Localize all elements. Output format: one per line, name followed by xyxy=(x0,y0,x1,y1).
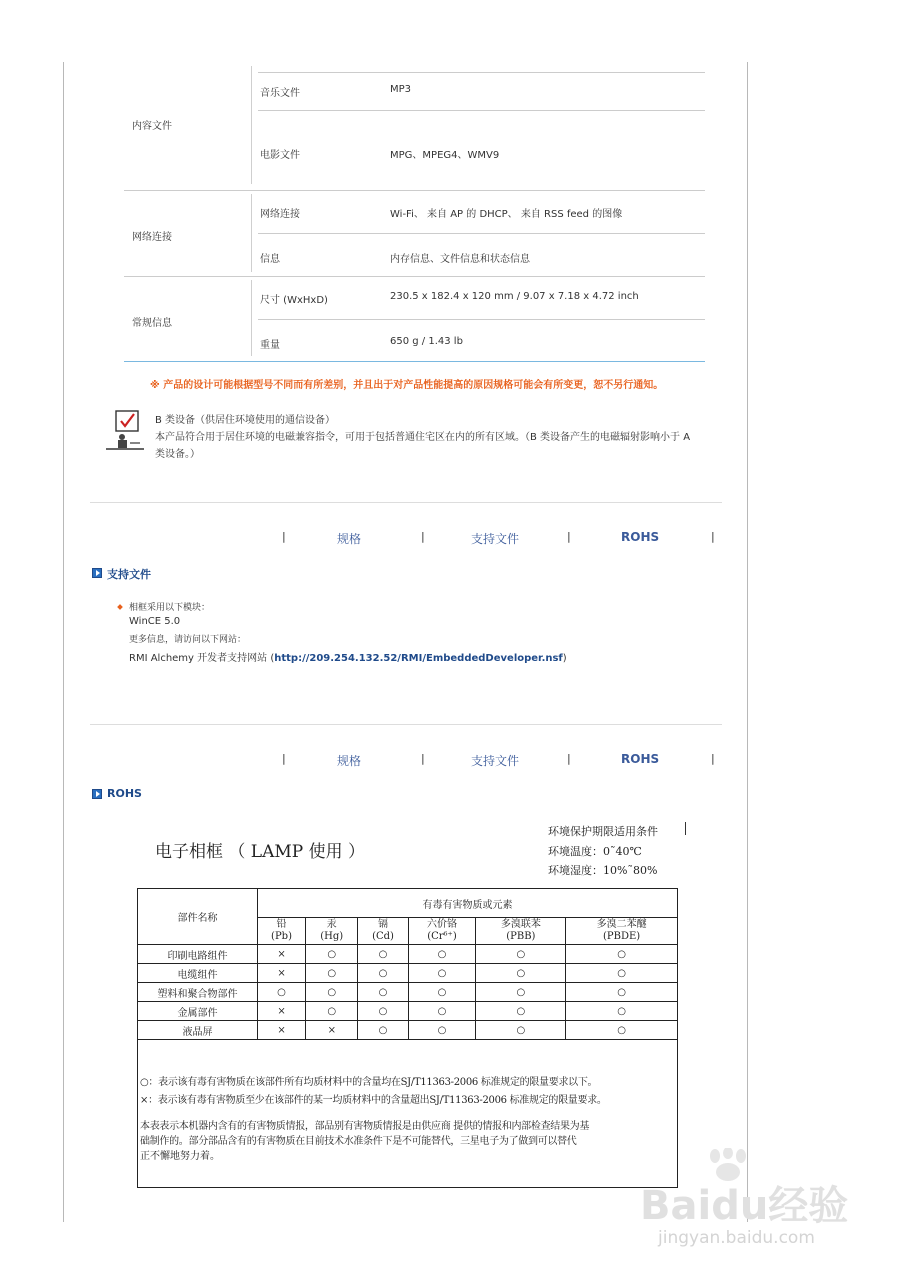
rohs-substance-symbol: (Pb) xyxy=(271,931,292,942)
rohs-value-cell: × xyxy=(258,945,306,964)
rohs-substance-name: 铅 xyxy=(276,919,287,930)
spec-change-notice: ※ 产品的设计可能根据型号不同而有所差别，并且出于对产品性能提高的原因规格可能会有所变更，恕不另行通知。 xyxy=(150,380,664,391)
rohs-table xyxy=(137,888,678,1040)
nav-link-spec[interactable]: 规格 xyxy=(337,754,362,768)
rohs-value-cell: ○ xyxy=(258,983,306,1002)
spec-value: MPG、MPEG4、WMV9 xyxy=(390,150,500,161)
nav-link-rohs[interactable]: ROHS xyxy=(621,530,660,544)
rohs-table-row xyxy=(138,983,678,1002)
rohs-part-name: 塑料和聚合物部件 xyxy=(138,983,258,1002)
rohs-table-row xyxy=(138,1002,678,1021)
rohs-part-name: 印刷电路组件 xyxy=(138,945,258,964)
rohs-substance-name: 汞 xyxy=(326,919,337,930)
class-b-title: B 类设备（供居住环境使用的通信设备） xyxy=(155,415,336,426)
rohs-table-row xyxy=(138,964,678,983)
spec-label: 尺寸 (WxHxD) xyxy=(260,295,328,306)
rohs-value-cell: ○ xyxy=(306,945,358,964)
rohs-value-cell: ○ xyxy=(566,964,678,983)
rohs-part-header: 部件名称 xyxy=(138,889,258,945)
spec-row-line xyxy=(258,72,705,73)
rohs-table-row xyxy=(138,1021,678,1040)
section-divider xyxy=(90,724,722,725)
nav-link-support[interactable]: 支持文件 xyxy=(471,754,520,768)
rohs-substance-symbol: (Hg) xyxy=(320,931,344,942)
spec-value: 230.5 x 182.4 x 120 mm / 9.07 x 7.18 x 4.72 inch xyxy=(390,291,639,302)
rohs-note: 本表表示本机器内含有的有害物质情报，部品别有害物质情报是由供应商 提供的情报和内部检查结果为基 xyxy=(140,1121,590,1132)
nav-separator: | xyxy=(421,530,425,543)
rohs-value-cell: ○ xyxy=(476,983,566,1002)
rohs-substance-name: 六价铬 xyxy=(426,919,457,930)
spec-label: 电影文件 xyxy=(260,150,300,161)
spec-bottom-line xyxy=(124,361,705,362)
rohs-value-cell: ○ xyxy=(408,983,476,1002)
rohs-part-name: 液晶屏 xyxy=(138,1021,258,1040)
rohs-value-cell: × xyxy=(258,1002,306,1021)
nav-link-rohs[interactable]: ROHS xyxy=(621,752,660,766)
rohs-value-cell: ○ xyxy=(476,1021,566,1040)
rohs-note: ○：表示该有毒有害物质在该部件所有均质材料中的含量均在SJ/T11363-2006 标准规定的限量要求以下。 xyxy=(140,1077,598,1088)
nav-link-support[interactable]: 支持文件 xyxy=(471,532,520,546)
spec-group-label: 内容文件 xyxy=(132,121,172,132)
rohs-substance-cell xyxy=(476,918,566,945)
spec-value: Wi-Fi、 来自 AP 的 DHCP、 来自 RSS feed 的图像 xyxy=(390,209,623,220)
spec-divider xyxy=(251,66,252,184)
rohs-value-cell: ○ xyxy=(566,945,678,964)
rohs-value-cell: ○ xyxy=(306,983,358,1002)
section-divider xyxy=(90,502,722,503)
rohs-group-header: 有毒有害物质或元素 xyxy=(258,889,678,918)
spec-row-line xyxy=(258,233,705,234)
rohs-value-cell: ○ xyxy=(566,983,678,1002)
notice-person-icon xyxy=(104,410,146,452)
nav-separator: | xyxy=(567,752,571,765)
spec-label: 重量 xyxy=(260,340,280,351)
spec-label: 信息 xyxy=(260,254,280,265)
rohs-value-cell: ○ xyxy=(408,964,476,983)
class-b-notice xyxy=(104,408,704,463)
rohs-value-cell: ○ xyxy=(358,945,408,964)
bullet-icon xyxy=(117,604,123,610)
rohs-substance-cell xyxy=(306,918,358,945)
rohs-value-cell: ○ xyxy=(408,1002,476,1021)
nav-separator: | xyxy=(282,752,286,765)
rohs-section-title: ROHS xyxy=(107,787,142,800)
rohs-substance-symbol: (Cr⁶⁺) xyxy=(427,931,457,942)
nav-separator: | xyxy=(711,530,715,543)
rohs-substance-name: 镉 xyxy=(378,919,388,930)
watermark-url: jingyan.baidu.com xyxy=(658,1228,815,1248)
rohs-value-cell: ○ xyxy=(306,1002,358,1021)
rohs-substance-symbol: (PBDE) xyxy=(603,931,641,942)
spec-group-line xyxy=(124,276,705,277)
rohs-value-cell: ○ xyxy=(476,1002,566,1021)
spec-row-line xyxy=(258,110,705,111)
support-link-line xyxy=(129,649,567,664)
rohs-env-line: 环境保护期限适用条件 xyxy=(548,825,658,838)
spec-value: 650 g / 1.43 lb xyxy=(390,336,463,347)
rohs-substance-cell xyxy=(258,918,306,945)
nav-separator: | xyxy=(421,752,425,765)
spec-value: MP3 xyxy=(390,84,412,95)
rohs-note: ×：表示该有毒有害物质至少在该部件的某一均质材料中的含量超出SJ/T11363-2006 标准规定的限量要求。 xyxy=(140,1095,607,1106)
rohs-substance-cell xyxy=(566,918,678,945)
rohs-part-name: 金属部件 xyxy=(138,1002,258,1021)
section-arrow-icon xyxy=(92,789,102,799)
rohs-doc-title: 电子相框 （ LAMP 使用 ） xyxy=(155,842,366,862)
watermark-brand: Baidu经验 xyxy=(640,1183,849,1229)
support-link[interactable]: http://209.254.132.52/RMI/EmbeddedDeveloper.nsf xyxy=(274,653,563,664)
support-section-title: 支持文件 xyxy=(107,568,151,581)
support-link-suffix: ) xyxy=(562,653,567,664)
rohs-value-cell: ○ xyxy=(566,1021,678,1040)
baidu-watermark xyxy=(640,1148,865,1274)
support-link-prefix: RMI Alchemy 开发者支持网站 ( xyxy=(129,653,275,664)
rohs-value-cell: ○ xyxy=(408,945,476,964)
rohs-substance-symbol: (Cd) xyxy=(372,931,394,942)
spec-group-label: 网络连接 xyxy=(132,232,172,243)
support-line: 更多信息，请访问以下网站： xyxy=(129,635,247,645)
rohs-value-cell: ○ xyxy=(358,1002,408,1021)
support-line: 相框采用以下模块： xyxy=(129,603,211,613)
rohs-value-cell: ○ xyxy=(358,983,408,1002)
rohs-value-cell: ○ xyxy=(476,964,566,983)
rohs-value-cell: ○ xyxy=(358,964,408,983)
rohs-part-name: 电缆组件 xyxy=(138,964,258,983)
spec-group-label: 常规信息 xyxy=(132,318,172,329)
rohs-note: 础制作的。部分部品含有的有害物质在目前技术水准条件下是不可能替代，三星电子为了做到可以替代 xyxy=(140,1136,577,1147)
frame-right-line xyxy=(747,62,748,1222)
rohs-substance-name: 多溴二苯醚 xyxy=(596,919,647,930)
spec-value: 内存信息、文件信息和状态信息 xyxy=(390,254,530,265)
support-line: WinCE 5.0 xyxy=(129,616,181,627)
rohs-env-mark xyxy=(685,822,686,835)
rohs-value-cell: ○ xyxy=(358,1021,408,1040)
rohs-value-cell: × xyxy=(258,1021,306,1040)
rohs-note: 正不懈地努力着。 xyxy=(140,1151,220,1162)
rohs-env-line: 环境温度：0˜40℃ xyxy=(548,845,642,858)
rohs-substance-cell xyxy=(408,918,476,945)
rohs-value-cell: × xyxy=(306,1021,358,1040)
nav-separator: | xyxy=(567,530,571,543)
spec-row-line xyxy=(258,319,705,320)
rohs-substance-symbol: (PBB) xyxy=(506,931,536,942)
rohs-value-cell: ○ xyxy=(566,1002,678,1021)
spec-label: 网络连接 xyxy=(260,209,300,220)
spec-group-line xyxy=(124,190,705,191)
class-b-line: 本产品符合用于居住环境的电磁兼容指令，可用于包括普通住宅区在内的所有区域。（B 类设备产生的电磁辐射影响小于 A xyxy=(155,432,691,443)
rohs-value-cell: ○ xyxy=(306,964,358,983)
section-arrow-icon xyxy=(92,568,102,578)
nav-link-spec[interactable]: 规格 xyxy=(337,532,362,546)
spec-label: 音乐文件 xyxy=(260,88,300,99)
rohs-value-cell: × xyxy=(258,964,306,983)
rohs-env-line: 环境湿度：10%˜80% xyxy=(548,864,658,877)
spec-divider xyxy=(251,194,252,272)
class-b-line: 类设备。） xyxy=(155,449,200,460)
rohs-value-cell: ○ xyxy=(408,1021,476,1040)
nav-separator: | xyxy=(711,752,715,765)
rohs-substance-name: 多溴联苯 xyxy=(500,919,541,930)
nav-separator: | xyxy=(282,530,286,543)
spec-divider xyxy=(251,280,252,356)
rohs-header-row xyxy=(138,889,678,918)
rohs-substance-cell xyxy=(358,918,408,945)
rohs-table-row xyxy=(138,945,678,964)
frame-left-line xyxy=(63,62,64,1222)
rohs-value-cell: ○ xyxy=(476,945,566,964)
